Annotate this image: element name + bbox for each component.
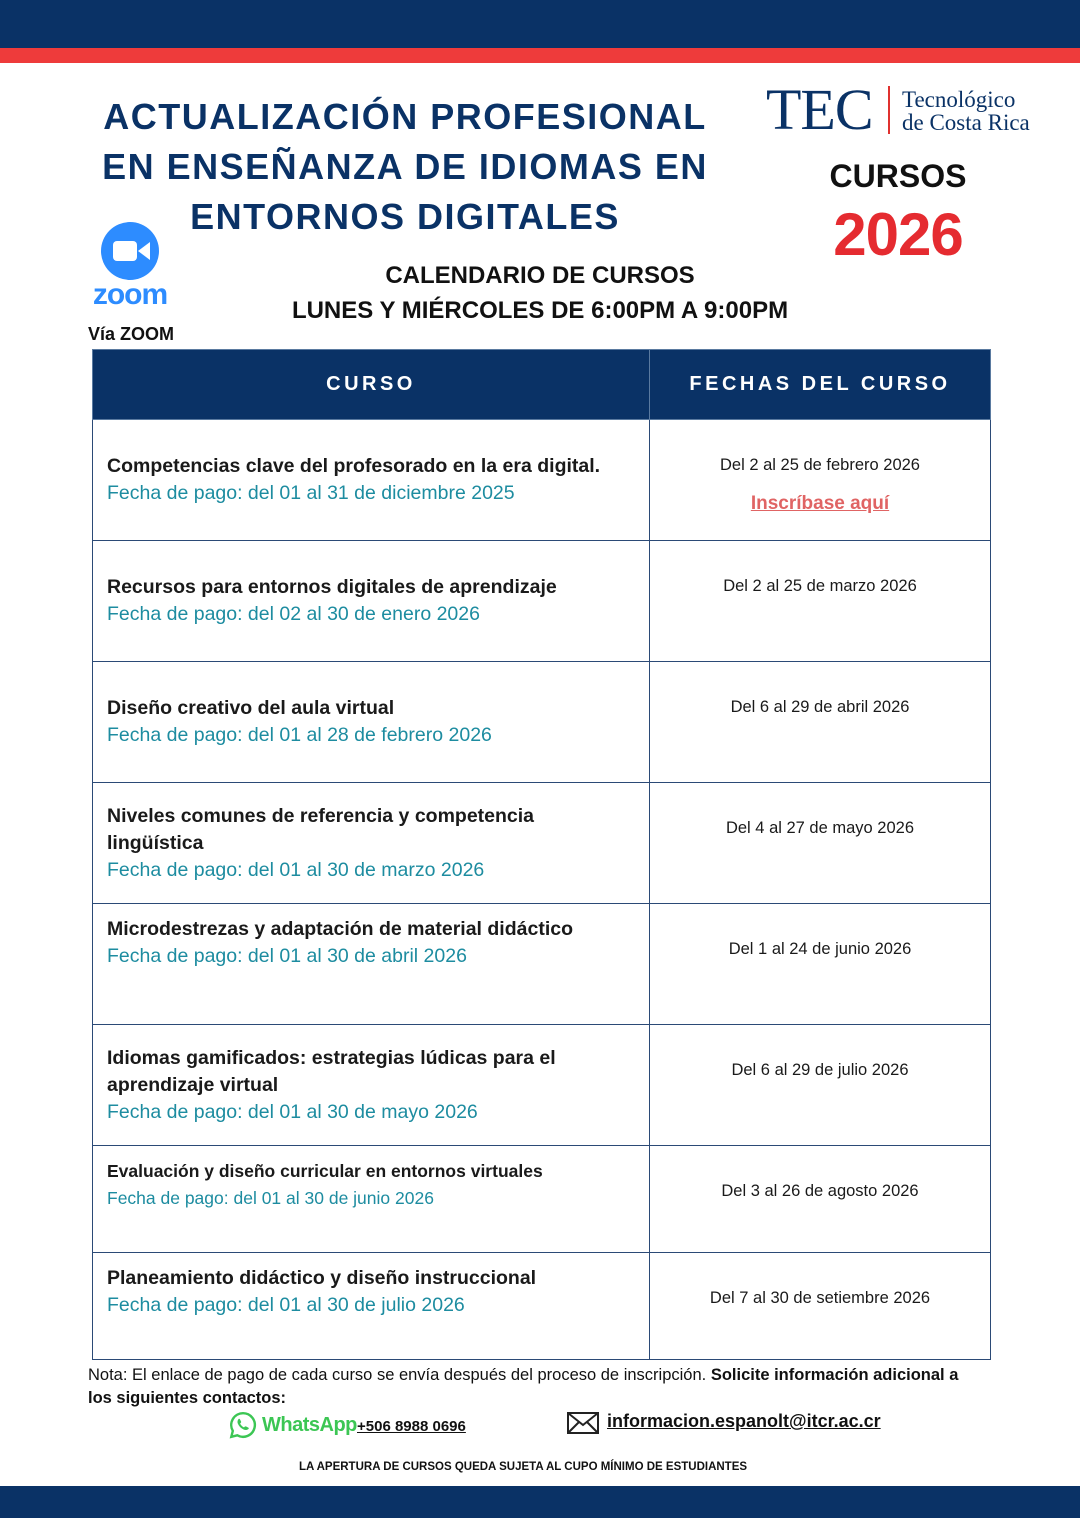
top-red-stripe (0, 48, 1080, 63)
table-row (93, 1146, 991, 1253)
course-name: Planeamiento didáctico y diseño instruccional (107, 1267, 537, 1289)
payment-date: Fecha de pago: del 01 al 30 de junio 2026 (107, 1188, 434, 1208)
calendar-title: CALENDARIO DE CURSOS (385, 262, 695, 289)
course-name: Recursos para entornos digitales de aprendizaje (107, 576, 557, 598)
course-dates: Del 2 al 25 de marzo 2026 (723, 577, 917, 595)
zoom-wordmark: zoom (92, 278, 168, 311)
header-course: CURSO (93, 350, 650, 420)
dates-cell (650, 420, 991, 541)
payment-date: Fecha de pago: del 01 al 30 de marzo 2026 (107, 858, 485, 881)
course-name: Competencias clave del profesorado en la era digital. (107, 455, 601, 477)
dates-cell (650, 541, 991, 662)
zoom-video-icon (101, 222, 159, 280)
note-text: Nota: El enlace de pago de cada curso se envía después del proceso de inscripción. (88, 1366, 707, 1384)
course-cell (93, 783, 649, 903)
header-dates: FECHAS DEL CURSO (650, 350, 991, 420)
table-row (93, 541, 991, 662)
whatsapp-number-link[interactable]: +506 8988 0696 (357, 1418, 466, 1435)
course-dates: Del 4 al 27 de mayo 2026 (725, 819, 915, 837)
tec-logo-divider (888, 86, 890, 134)
course-schedule-table (92, 349, 991, 1360)
whatsapp-icon (229, 1411, 257, 1439)
course-dates: Del 6 al 29 de julio 2026 (731, 1061, 909, 1079)
course-dates: Del 6 al 29 de abril 2026 (730, 698, 910, 716)
dates-cell (650, 1146, 991, 1253)
course-name: Evaluación y diseño curricular en entornos virtuales (107, 1161, 543, 1181)
dates-cell (650, 904, 991, 1025)
payment-date: Fecha de pago: del 02 al 30 de enero 2026 (107, 603, 480, 625)
course-name: Diseño creativo del aula virtual (107, 697, 395, 719)
zoom-camera-lens (138, 242, 150, 260)
course-cell (93, 662, 649, 782)
table-row (93, 662, 991, 783)
dates-cell (650, 783, 991, 904)
payment-date: Fecha de pago: del 01 al 28 de febrero 2026 (107, 724, 492, 746)
main-title (100, 92, 710, 242)
course-cell (93, 1146, 649, 1252)
payment-date: Fecha de pago: del 01 al 30 de abril 2026 (107, 945, 467, 967)
table-row (93, 904, 991, 1025)
tec-logo-short: TEC (766, 77, 873, 142)
email-link[interactable]: informacion.espanolt@itcr.ac.cr (607, 1411, 881, 1431)
zoom-camera-body (113, 241, 137, 261)
course-cell (93, 1253, 649, 1359)
course-dates: Del 1 al 24 de junio 2026 (728, 940, 912, 958)
course-dates: Del 2 al 25 de febrero 2026 (720, 456, 920, 474)
table-header-row (93, 350, 991, 420)
course-cell (93, 904, 649, 1024)
cursos-label: CURSOS (829, 158, 967, 194)
enroll-link[interactable]: Inscríbase aquí (750, 493, 890, 514)
payment-note (88, 1364, 968, 1410)
payment-date: Fecha de pago: del 01 al 30 de julio 2026 (107, 1294, 465, 1316)
course-name: Niveles comunes de referencia y competencia lingüística (107, 804, 535, 854)
dates-cell (650, 662, 991, 783)
title-line-2: EN ENSEÑANZA DE IDIOMAS EN (102, 146, 708, 187)
tec-logo-name-line2: de Costa Rica (902, 110, 1030, 135)
disclaimer: LA APERTURA DE CURSOS QUEDA SUJETA AL CUPO MÍNIMO DE ESTUDIANTES (298, 1461, 748, 1473)
table-row (93, 420, 991, 541)
table-row (93, 1025, 991, 1146)
course-name: Idiomas gamificados: estrategias lúdicas para el aprendizaje virtual (107, 1046, 556, 1096)
table-row (93, 783, 991, 904)
payment-date: Fecha de pago: del 01 al 30 de mayo 2026 (107, 1100, 478, 1123)
course-dates: Del 7 al 30 de setiembre 2026 (709, 1289, 931, 1307)
table-row (93, 1253, 991, 1360)
schedule-line: LUNES Y MIÉRCOLES DE 6:00PM A 9:00PM (291, 297, 789, 324)
title-line-3: ENTORNOS DIGITALES (190, 196, 620, 237)
whatsapp-label: WhatsApp (262, 1414, 357, 1436)
tec-logo-name-line1: Tecnológico (902, 87, 1016, 112)
course-cell (93, 1025, 649, 1145)
tec-logo-name (902, 88, 1030, 134)
cursos-year: 2026 (833, 201, 963, 268)
payment-date: Fecha de pago: del 01 al 31 de diciembre 2025 (107, 482, 515, 504)
course-dates: Del 3 al 26 de agosto 2026 (721, 1182, 919, 1200)
bottom-navy-band (0, 1486, 1080, 1518)
course-cell (93, 420, 649, 540)
tec-logo (766, 77, 1056, 142)
dates-cell (650, 1253, 991, 1360)
calendar-heading (240, 258, 840, 328)
mail-icon (567, 1412, 599, 1434)
note-contact-text: Solicite información adicional a los siguientes contactos: (88, 1366, 959, 1407)
top-navy-band (0, 0, 1080, 48)
course-cell (93, 541, 649, 661)
course-name: Microdestrezas y adaptación de material didáctico (107, 918, 573, 940)
dates-cell (650, 1025, 991, 1146)
via-zoom-label: Vía ZOOM (87, 324, 174, 344)
title-line-1: ACTUALIZACIÓN PROFESIONAL (103, 96, 707, 137)
